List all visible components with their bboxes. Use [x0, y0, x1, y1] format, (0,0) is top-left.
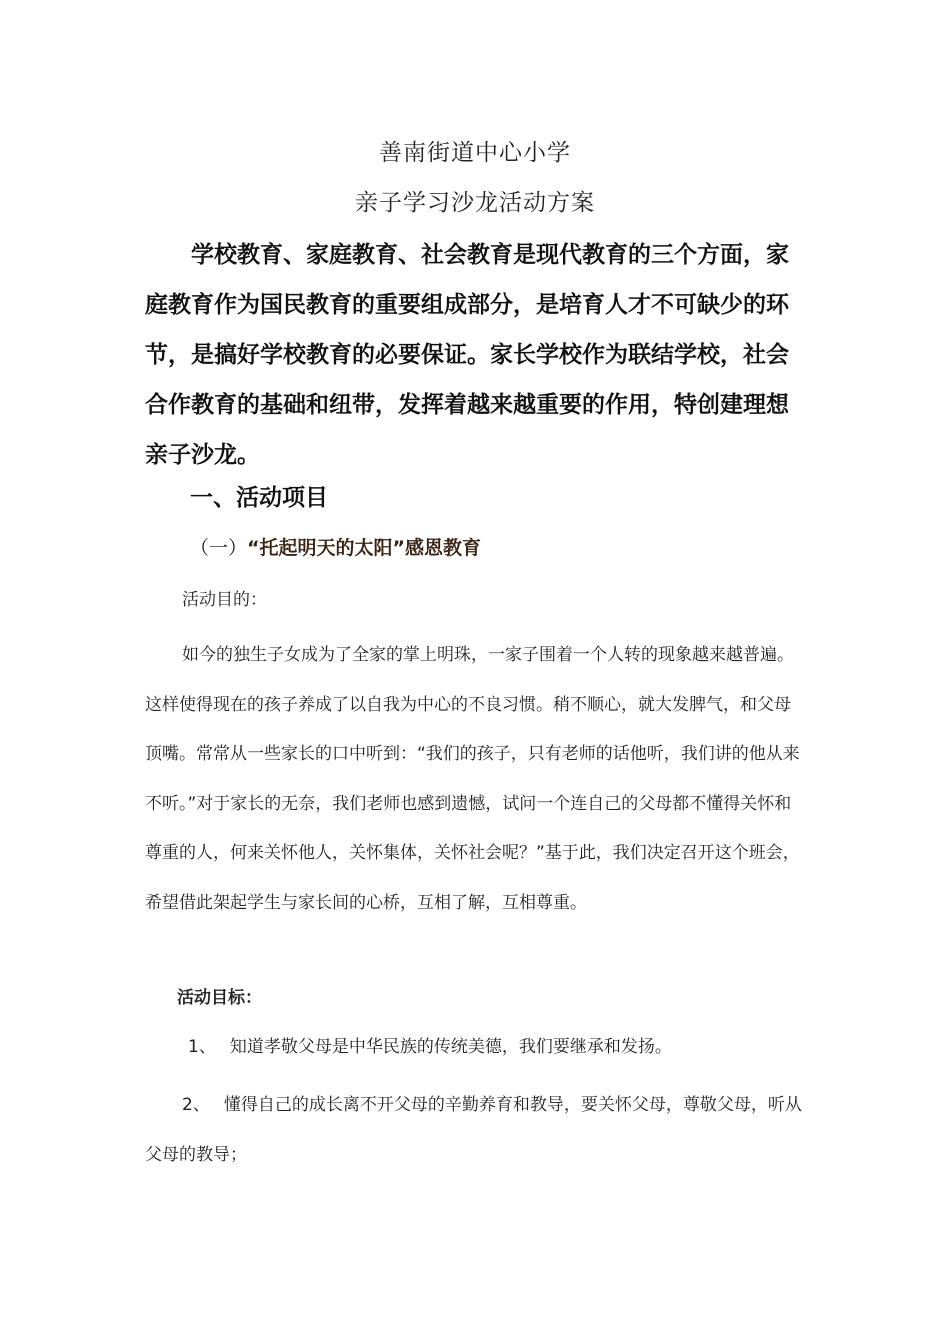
intro-text: 学校教育、家庭教育、社会教育是现代教育的三个方面，家庭教育作为国民教育的重要组成部分，是培育人才不可缺少的环节，是搞好学校教育的必要保证。家长学校作为联结学校，社会合作教育的基础和纽带，发挥着越来越重要的作用，特创建理想亲子沙龙。 — [145, 242, 789, 468]
goal-label: 活动目标： — [177, 988, 262, 1008]
goal-item-2-number: 2、 — [182, 1095, 210, 1115]
goal-item-1 — [188, 1032, 672, 1062]
purpose-paragraph — [145, 631, 805, 928]
subsection-heading-gratitude-education — [190, 530, 481, 566]
purpose-label: 活动目的： — [182, 590, 267, 610]
goal-item-2-text: 懂得自己的成长离不开父母的辛勤养育和教导，要关怀父母，尊敬父母，听从父母的教导； — [145, 1095, 802, 1165]
intro-paragraph — [145, 230, 805, 480]
purpose-text: 如今的独生子女成为了全家的掌上明珠，一家子围着一个人转的现象越来越普遍。这样使得现在的孩子养成了以自我为中心的不良习惯。稍不顺心，就大发脾气，和父母顶嘴。常常从一些家长的口中听到：“我们的孩子，只有老师的话他听，我们讲的他从来不听。”对于家长的无奈，我们老师也感到遗憾，试问一个连自己的父母都不懂得关怀和尊重的人，何来关怀他人，关怀集体，关怀社会呢？”基于此，我们决定召开这个班会，希望借此架起学生与家长间的心桥，互相了解，互相尊重。 — [145, 645, 800, 913]
plan-title: 亲子学习沙龙活动方案 — [355, 190, 595, 216]
section-heading-activity-items: 一、活动项目 — [190, 485, 328, 511]
subsection-title: “托起明天的太阳”感恩教育 — [247, 537, 481, 559]
school-name-title: 善南街道中心小学 — [379, 140, 571, 166]
goal-item-1-number: 1、 — [188, 1037, 216, 1057]
goal-item-2 — [145, 1081, 805, 1180]
goal-item-1-text: 知道孝敬父母是中华民族的传统美德，我们要继承和发扬。 — [229, 1037, 672, 1057]
subsection-number: （一） — [190, 537, 248, 559]
